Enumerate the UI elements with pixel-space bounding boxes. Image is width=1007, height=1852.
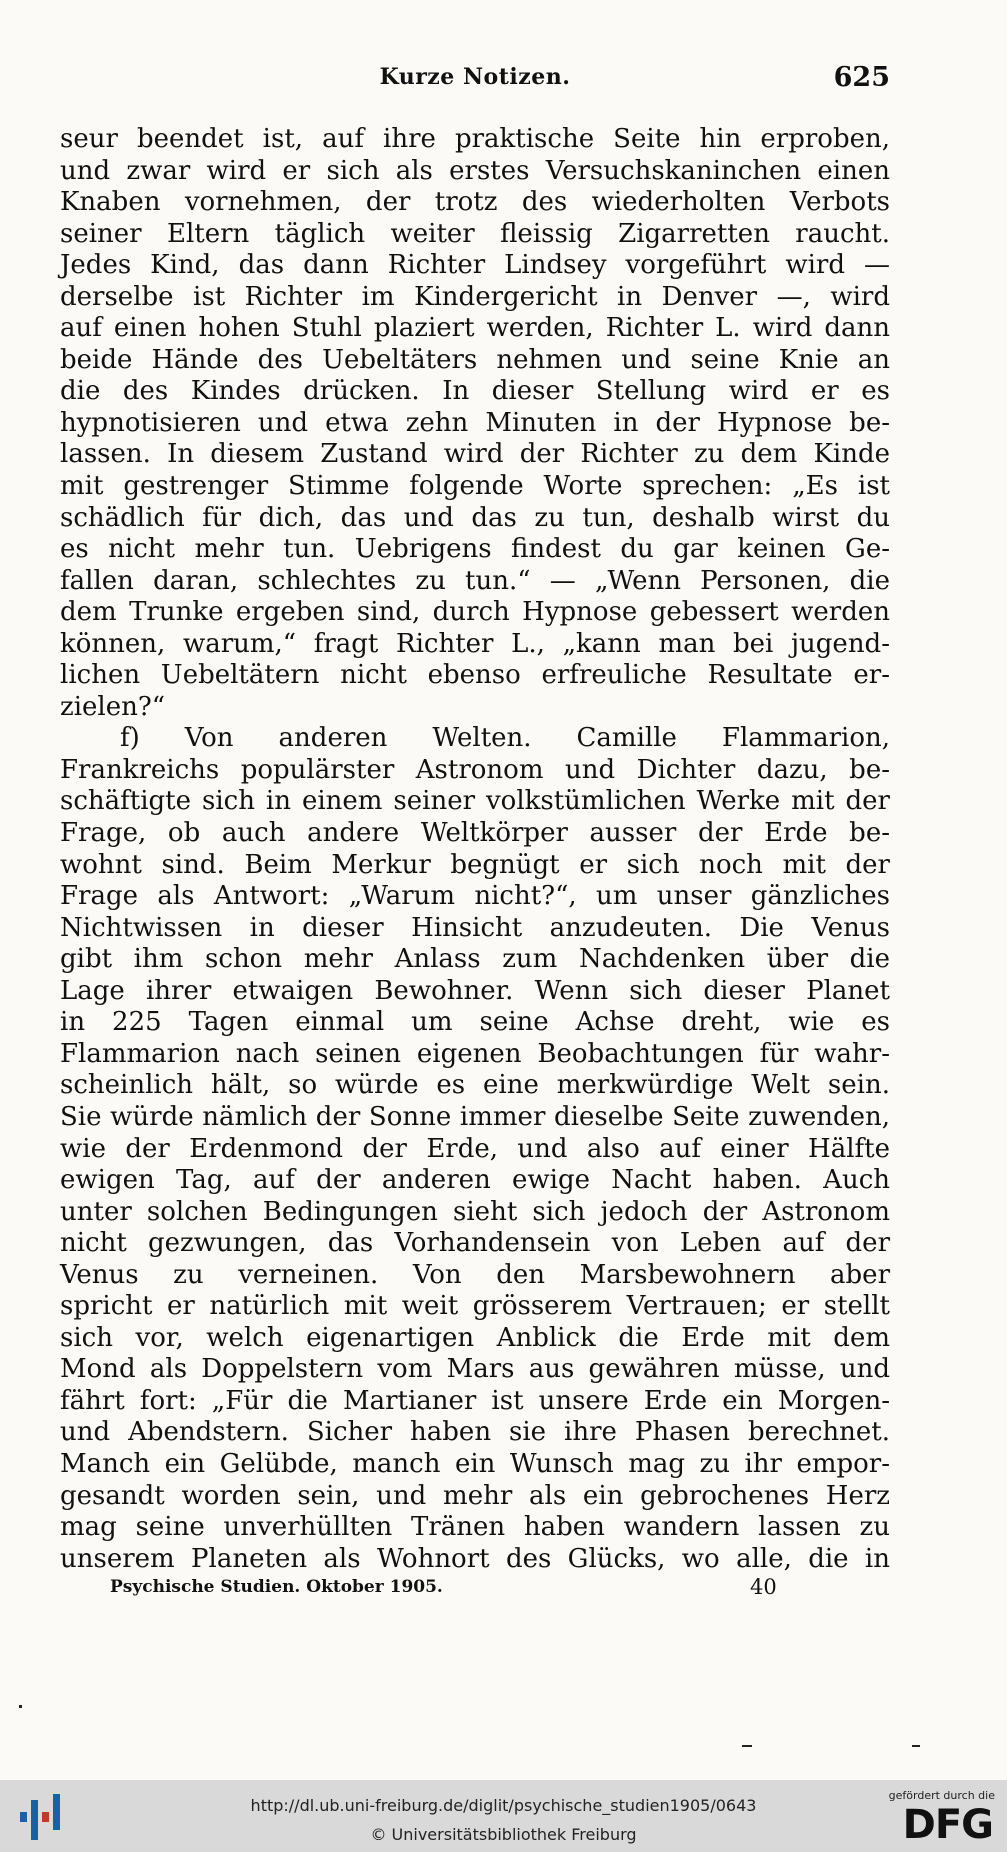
text-line: Sie würde nämlich der Sonne immer dieselbe Seite zuwenden,: [60, 1101, 890, 1132]
text-line: wohnt sind. Beim Merkur begnügt er sich noch mit der: [60, 849, 890, 880]
text-line: Frage als Antwort: „Warum nicht?“, um unser gänzliches: [60, 881, 890, 912]
text-line: Venus zu verneinen. Von den Marsbewohnern aber: [60, 1259, 890, 1290]
scan-speck: [19, 1705, 22, 1708]
text-line: wie der Erdenmond der Erde, und also auf einer Hälfte: [60, 1133, 890, 1164]
text-line: unter solchen Bedingungen sieht sich jedoch der Astronom: [60, 1196, 890, 1227]
text-line: gibt ihm schon mehr Anlass zum Nachdenken über die: [60, 944, 890, 975]
text-line: Jedes Kind, das dann Richter Lindsey vorgeführt wird —: [60, 250, 890, 281]
text-line: können, warum,“ fragt Richter L., „kann man bei jugend-: [60, 628, 890, 659]
scan-speck: [742, 1745, 752, 1747]
document-url-link[interactable]: http://dl.ub.uni-freiburg.de/diglit/psychische_studien1905/0643: [250, 1796, 757, 1815]
text-line: zielen?“: [60, 691, 166, 722]
text-line: schäftigte sich in einem seiner volkstümlichen Werke mit der: [60, 786, 890, 817]
text-line: Knaben vornehmen, der trotz des wiederholten Verbots: [60, 187, 890, 218]
text-line: Lage ihrer etwaigen Bewohner. Wenn sich dieser Planet: [60, 975, 890, 1006]
copyright-notice: © Universitätsbibliothek Freiburg: [370, 1825, 637, 1844]
text-line: Nichtwissen in dieser Hinsicht anzudeuten. Die Venus: [60, 912, 890, 943]
section-heading-line: f) Von anderen Welten. Camille Flammarion,: [120, 723, 890, 754]
text-line: fallen daran, schlechtes zu tun.“ — „Wenn Personen, die: [60, 565, 890, 596]
text-line: fährt fort: „Für die Martianer ist unsere Erde ein Morgen-: [60, 1385, 890, 1416]
body-text: [60, 124, 890, 1575]
text-line: die des Kindes drücken. In dieser Stellung wird er es: [60, 376, 890, 407]
text-line: Flammarion nach seinen eigenen Beobachtungen für wahr-: [60, 1038, 890, 1069]
text-line: Mond als Doppelstern vom Mars aus gewähren müsse, und: [60, 1354, 890, 1385]
text-line: spricht er natürlich mit weit grösserem Vertrauen; er stellt: [60, 1291, 890, 1322]
page-number: 625: [833, 62, 890, 93]
text-line: ewigen Tag, auf der anderen ewige Nacht haben. Auch: [60, 1165, 890, 1196]
text-line: mag seine unverhüllten Tränen haben wandern lassen zu: [60, 1512, 890, 1543]
page-header: [60, 62, 890, 102]
sheet-signature: 40: [750, 1575, 777, 1599]
text-line: sich vor, welch eigenartigen Anblick die Erde mit dem: [60, 1322, 890, 1353]
text-line: gesandt worden sein, und mehr als ein gebrochenes Herz: [60, 1480, 890, 1511]
text-line: beide Hände des Uebeltäters nehmen und seine Knie an: [60, 344, 890, 375]
text-line: unserem Planeten als Wohnort des Glücks, wo alle, die in: [60, 1543, 890, 1574]
text-line: Frage, ob auch andere Weltkörper ausser der Erde be-: [60, 818, 890, 849]
viewer-footer-bar: [0, 1780, 1007, 1852]
text-line: in 225 Tagen einmal um seine Achse dreht, wie es: [60, 1007, 890, 1038]
text-line: scheinlich hält, so würde es eine merkwürdige Welt sein.: [60, 1070, 890, 1101]
running-title: Kurze Notizen.: [379, 64, 571, 90]
text-line: nicht gezwungen, das Vorhandensein von Leben auf der: [60, 1228, 890, 1259]
text-line: auf einen hohen Stuhl plaziert werden, Richter L. wird dann: [60, 313, 890, 344]
text-line: lassen. In diesem Zustand wird der Richter zu dem Kinde: [60, 439, 890, 470]
text-line: es nicht mehr tun. Uebrigens findest du gar keinen Ge-: [60, 534, 890, 565]
text-line: Manch ein Gelübde, manch ein Wunsch mag zu ihr empor-: [60, 1448, 890, 1479]
text-line: derselbe ist Richter im Kindergericht in Denver —, wird: [60, 281, 890, 312]
text-line: dem Trunke ergeben sind, durch Hypnose gebessert werden: [60, 597, 890, 628]
text-line: und zwar wird er sich als erstes Versuchskaninchen einen: [60, 155, 890, 186]
text-line: mit gestrenger Stimme folgende Worte sprechen: „Es ist: [60, 471, 890, 502]
dfg-logo: DFG: [902, 1802, 993, 1848]
text-line: Frankreichs populärster Astronom und Dichter dazu, be-: [60, 754, 890, 785]
text-line: seiner Eltern täglich weiter fleissig Zigarretten raucht.: [60, 218, 890, 249]
text-line: seur beendet ist, auf ihre praktische Seite hin erproben,: [60, 124, 890, 154]
journal-footer: Psychische Studien. Oktober 1905.: [110, 1577, 443, 1597]
scan-speck: [912, 1745, 920, 1747]
text-line: schädlich für dich, das und das zu tun, deshalb wirst du: [60, 502, 890, 533]
text-line: und Abendstern. Sicher haben sie ihre Phasen berechnet.: [60, 1417, 890, 1448]
text-line: hypnotisieren und etwa zehn Minuten in der Hypnose be-: [60, 407, 890, 438]
dfg-funding-note: gefördert durch die: [888, 1789, 995, 1802]
text-line: lichen Uebeltätern nicht ebenso erfreuliche Resultate er-: [60, 660, 890, 691]
